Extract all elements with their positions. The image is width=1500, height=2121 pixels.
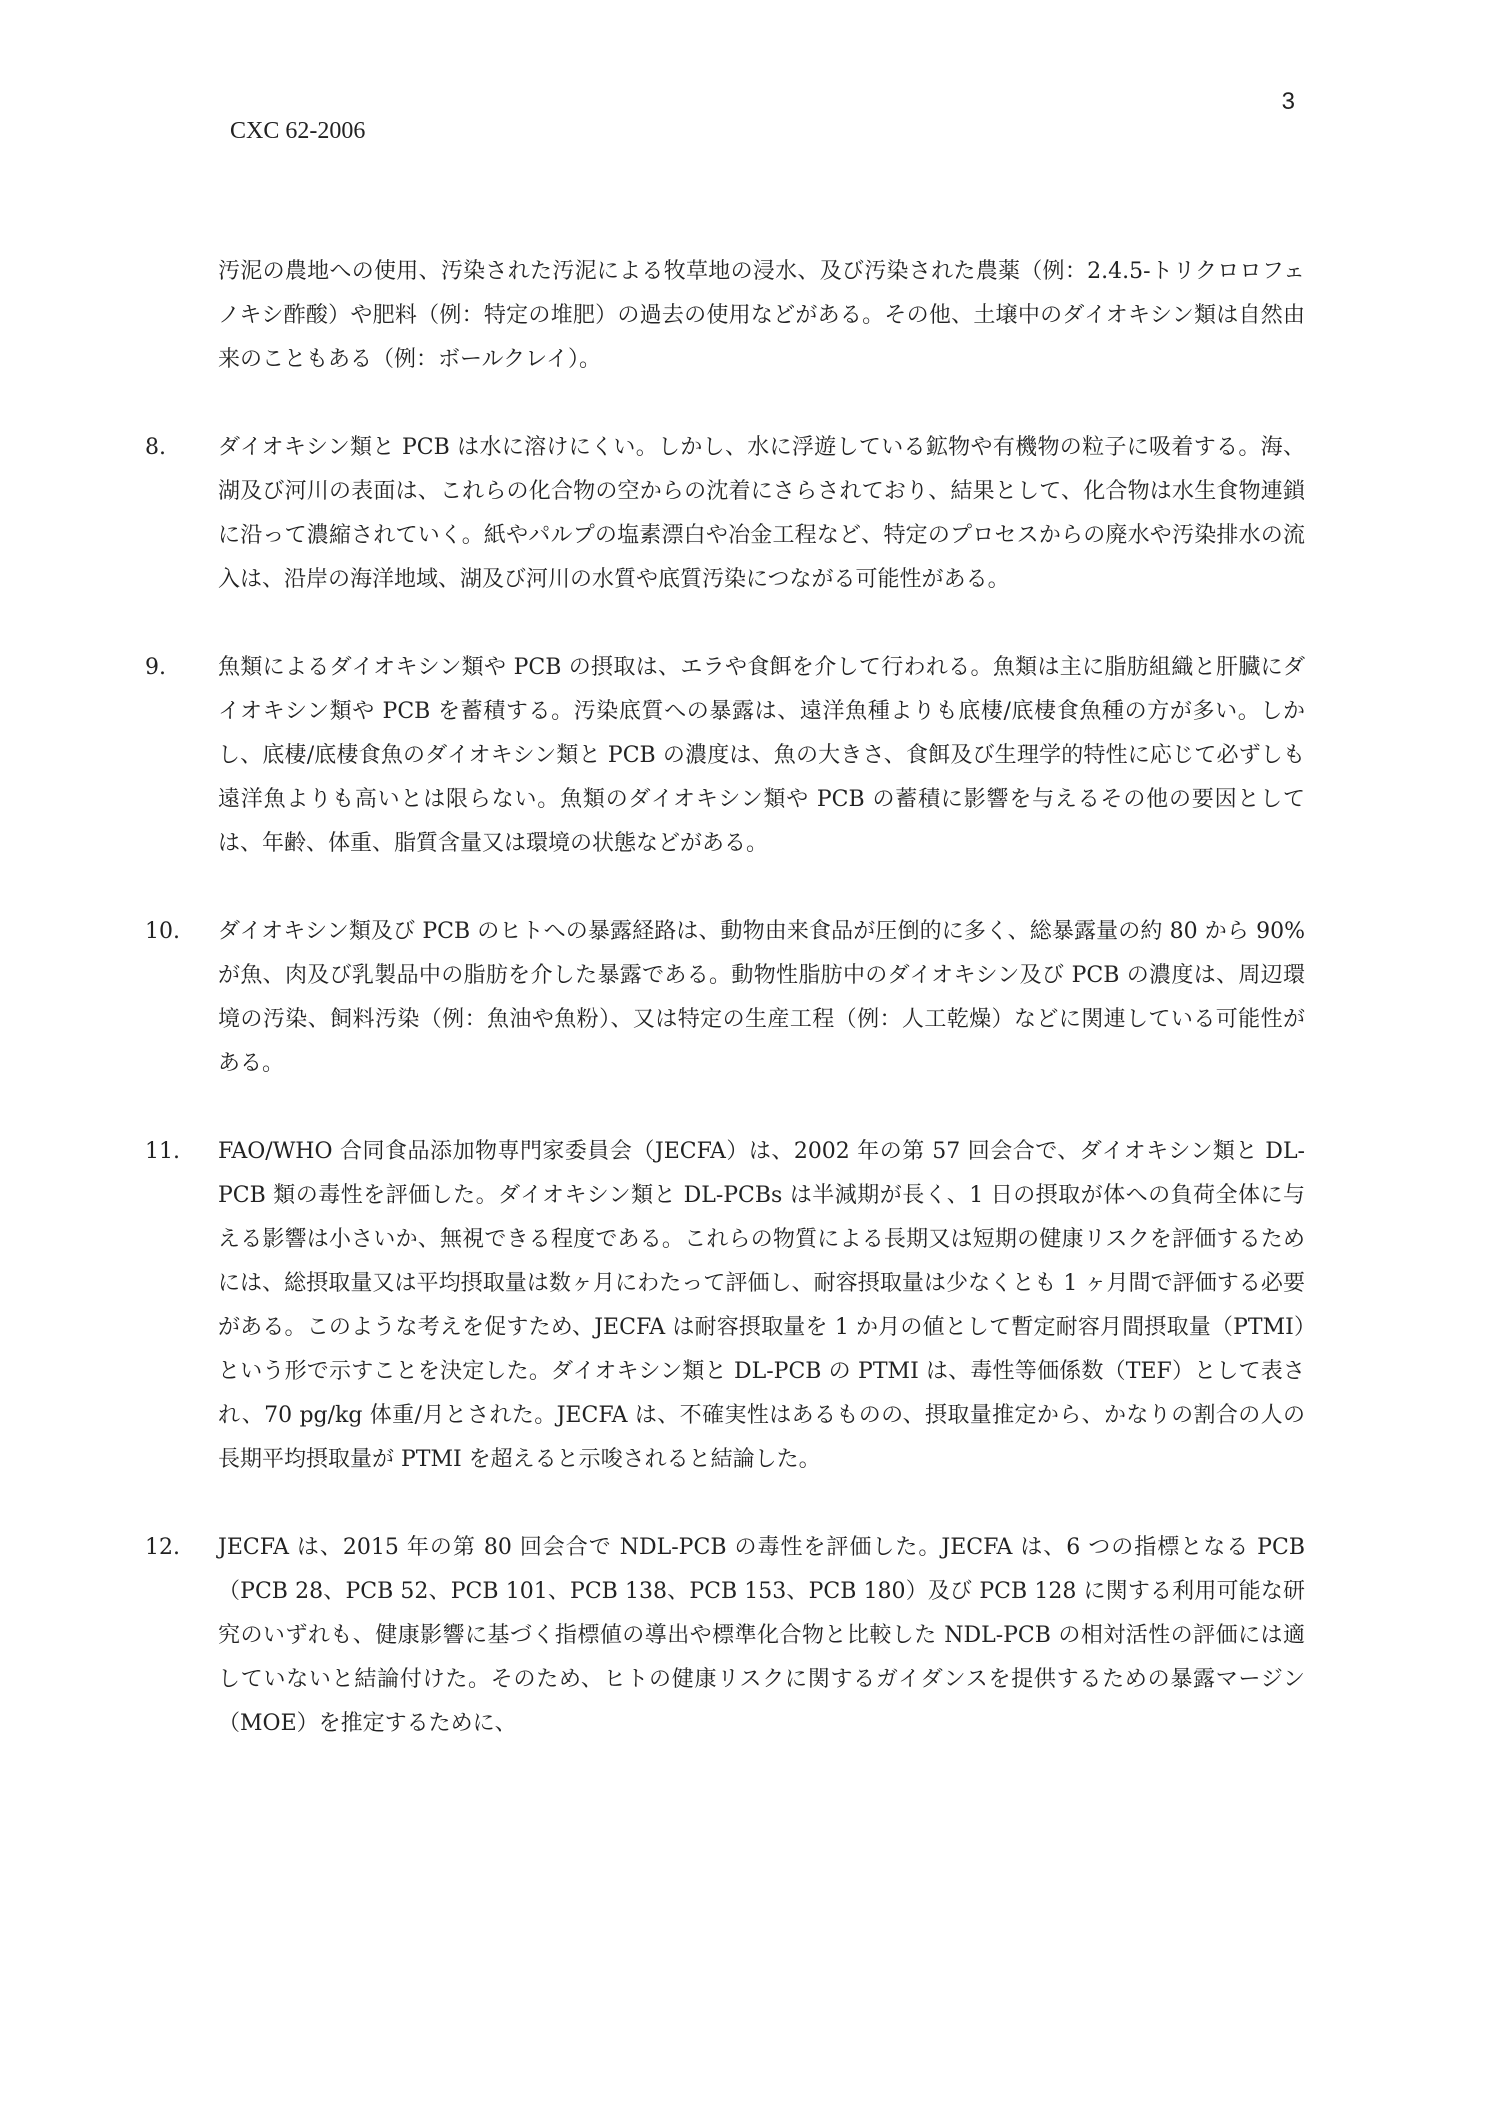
paragraph-number: 10. [145, 919, 180, 944]
paragraph-text: ダイオキシン類及び PCB のヒトへの暴露経路は、動物由来食品が圧倒的に多く、総暴露量の約 80 から 90%が魚、肉及び乳製品中の脂肪を介した暴露である。動物性脂肪中のダイオキシン及び PCB の濃度は、周辺環境の汚染、飼料汚染（例：魚油や魚粉）、又は特定の生産工程（例：人工乾燥）などに関連している可能性がある。 [218, 919, 1305, 1076]
paragraph-number: 12. [145, 1535, 180, 1560]
paragraph-text: 魚類によるダイオキシン類や PCB の摂取は、エラや食餌を介して行われる。魚類は主に脂肪組織と肝臓にダイオキシン類や PCB を蓄積する。汚染底質への暴露は、遠洋魚種よりも底棲/底棲食魚種の方が多い。しかし、底棲/底棲食魚のダイオキシン類と PCB の濃度は、魚の大きさ、食餌及び生理学的特性に応じて必ずしも遠洋魚よりも高いとは限らない。魚類のダイオキシン類や PCB の蓄積に影響を与えるその他の要因としては、年齢、体重、脂質含量又は環境の状態などがある。 [218, 655, 1305, 856]
numbered-paragraph-12 [145, 1526, 1305, 1746]
document-code: CXC 62-2006 [230, 118, 366, 144]
paragraph-text: FAO/WHO 合同食品添加物専門家委員会（JECFA）は、2002 年の第 57 回会合で、ダイオキシン類と DL-PCB 類の毒性を評価した。ダイオキシン類と DL-PCBs は半減期が長く、1 日の摂取が体への負荷全体に与える影響は小さいか、無視できる程度である。これらの物質による長期又は短期の健康リスクを評価するためには、総摂取量又は平均摂取量は数ヶ月にわたって評価し、耐容摂取量は少なくとも 1 ヶ月間で評価する必要がある。このような考えを促すため、JECFA は耐容摂取量を 1 か月の値として暫定耐容月間摂取量（PTMI）という形で示すことを決定した。ダイオキシン類と DL-PCB の PTMI は、毒性等価係数（TEF）として表され、70 pg/kg 体重/月とされた。JECFA は、不確実性はあるものの、摂取量推定から、かなりの割合の人の長期平均摂取量が PTMI を超えると示唆されると結論した。 [218, 1139, 1305, 1472]
paragraph-number: 9. [145, 655, 166, 680]
numbered-paragraph-10 [145, 910, 1305, 1086]
document-body [145, 250, 1305, 1790]
paragraph-number: 11. [145, 1139, 180, 1164]
numbered-paragraph-9 [145, 646, 1305, 866]
paragraph-text: JECFA は、2015 年の第 80 回会合で NDL-PCB の毒性を評価した。JECFA は、6 つの指標となる PCB（PCB 28、PCB 52、PCB 101、PCB 138、PCB 153、PCB 180）及び PCB 128 に関する利用可能な研究のいずれも、健康影響に基づく指標値の導出や標準化合物と比較した NDL-PCB の相対活性の評価には適していないと結論付けた。そのため、ヒトの健康リスクに関するガイダンスを提供するための暴露マージン（MOE）を推定するために、 [218, 1535, 1305, 1736]
numbered-paragraph-11 [145, 1130, 1305, 1482]
paragraph-text: ダイオキシン類と PCB は水に溶けにくい。しかし、水に浮遊している鉱物や有機物の粒子に吸着する。海、湖及び河川の表面は、これらの化合物の空からの沈着にさらされており、結果として、化合物は水生食物連鎖に沿って濃縮されていく。紙やパルプの塩素漂白や冶金工程など、特定のプロセスからの廃水や汚染排水の流入は、沿岸の海洋地域、湖及び河川の水質や底質汚染につながる可能性がある。 [218, 435, 1305, 592]
page-number: 3 [1281, 88, 1295, 115]
paragraph-number: 8. [145, 435, 166, 460]
continued-paragraph: 汚泥の農地への使用、汚染された汚泥による牧草地の浸水、及び汚染された農薬（例：2.4.5-トリクロロフェノキシ酢酸）や肥料（例：特定の堆肥）の過去の使用などがある。その他、土壌中のダイオキシン類は自然由来のこともある（例：ボールクレイ）。 [218, 259, 1305, 372]
numbered-paragraph-8 [145, 426, 1305, 602]
